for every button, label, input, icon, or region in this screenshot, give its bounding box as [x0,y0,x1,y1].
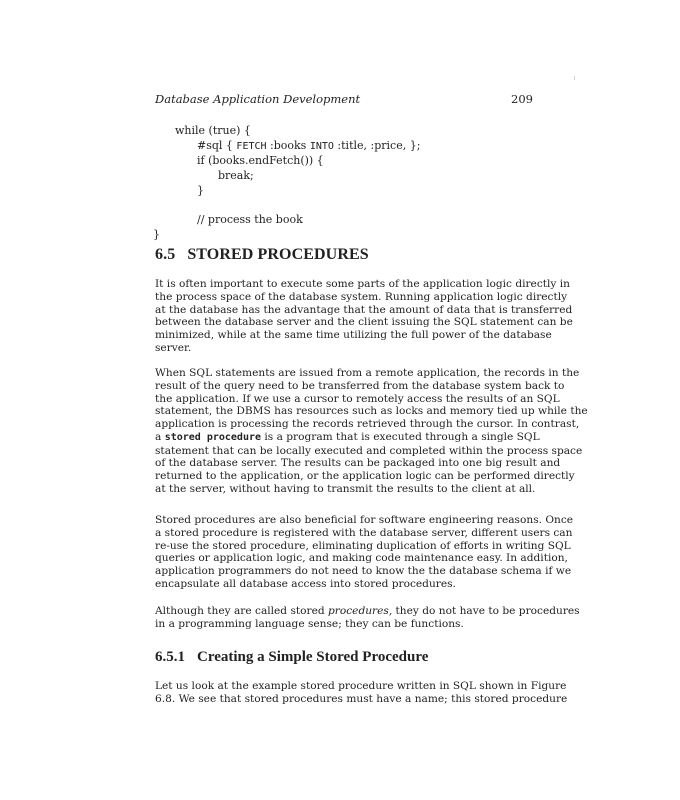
code-comment: // process the book [197,213,303,227]
subsection-number: 6.5.1 [155,649,185,665]
text-line: When SQL statements are issued from a remote application, the records in the [155,367,580,379]
code-line [175,199,535,214]
section-title: STORED PROCEDURES [187,246,369,263]
subsection-heading [155,649,428,666]
page-number: 209 [511,92,533,106]
code-keyword: FETCH [236,140,267,152]
code-fragment: :title, :price, }; [333,138,421,152]
defined-term: stored procedure [164,431,262,443]
text-line: 6.8. We see that stored procedures must have a name; this stored procedure [155,692,568,705]
running-title: Database Application Development [155,92,361,106]
text-line: the application. If we use a cursor to remotely access the results of an SQL [155,392,560,405]
section-number: 6.5 [155,246,176,263]
text-line: the process space of the database system. Running application logic directly [155,290,568,303]
text-line: at the database has the advantage that the amount of data that is transferred [155,303,573,316]
code-line: break; [218,169,254,183]
text-line [155,605,580,618]
text-line: a stored procedure is registered with the database server, different users can [155,526,573,539]
code-line: while (true) { [175,124,251,137]
text-line: minimized, while at the same time utilizing the full power of the database [155,329,552,341]
running-header [155,92,533,106]
scan-mark [574,76,575,80]
text-line: re-use the stored procedure, eliminating duplication of efforts in writing SQL [155,539,571,552]
paragraph-1 [155,278,573,355]
text-line: server. [155,341,192,354]
text-line: returned to the application, or the application logic can be performed directly [155,470,575,482]
text-line: encapsulate all database access into stored procedures. [155,577,456,590]
text-line: statement that can be locally executed and completed within the process space [155,444,583,457]
subsection-title: Creating a Simple Stored Procedure [197,649,429,665]
emphasis: procedures, [328,605,393,617]
text-line [155,430,540,445]
text-line: Let us look at the example stored procedure written in SQL shown in Figure [155,680,567,692]
paragraph-2 [155,367,588,496]
text-fragment: a [155,430,165,443]
text-line: between the database server and the client issuing the SQL statement can be [155,316,573,329]
paragraph-4 [155,605,580,631]
text-fragment: they do not have to be procedures [392,605,580,617]
code-line: } [153,227,160,241]
code-keyword: INTO [309,140,334,152]
code-fragment: #sql { [197,138,237,152]
text-line: statement, the DBMS has resources such as locks and memory tied up while the [155,405,588,418]
text-fragment: is a program that is executed through a single SQL [261,430,540,443]
code-listing [153,124,535,243]
text-line: queries or application logic, and making code maintenance easy. In addition, [155,552,568,565]
text-line: It is often important to execute some parts of the application logic directly in [155,278,570,290]
paragraph-3 [155,514,574,591]
text-line: application is processing the records retrieved through the cursor. In contrast, [155,418,580,430]
code-line: } [197,183,204,197]
text-line: application programmers do not need to know the the database schema if we [155,565,572,577]
text-fragment: Although they are called stored [155,605,329,617]
code-line: if (books.endFetch()) { [197,154,324,168]
text-line: in a programming language sense; they can be functions. [155,617,464,630]
code-line [175,139,535,155]
text-line: at the server, without having to transmit the results to the client at all. [155,482,536,495]
text-line: Stored procedures are also beneficial for software engineering reasons. Once [155,514,574,526]
section-heading [155,246,369,264]
code-fragment: :books [266,138,310,152]
paragraph-5 [155,680,568,706]
text-line: result of the query need to be transferred from the database system back to [155,379,565,392]
text-line: of the database server. The results can be packaged into one big result and [155,457,561,470]
